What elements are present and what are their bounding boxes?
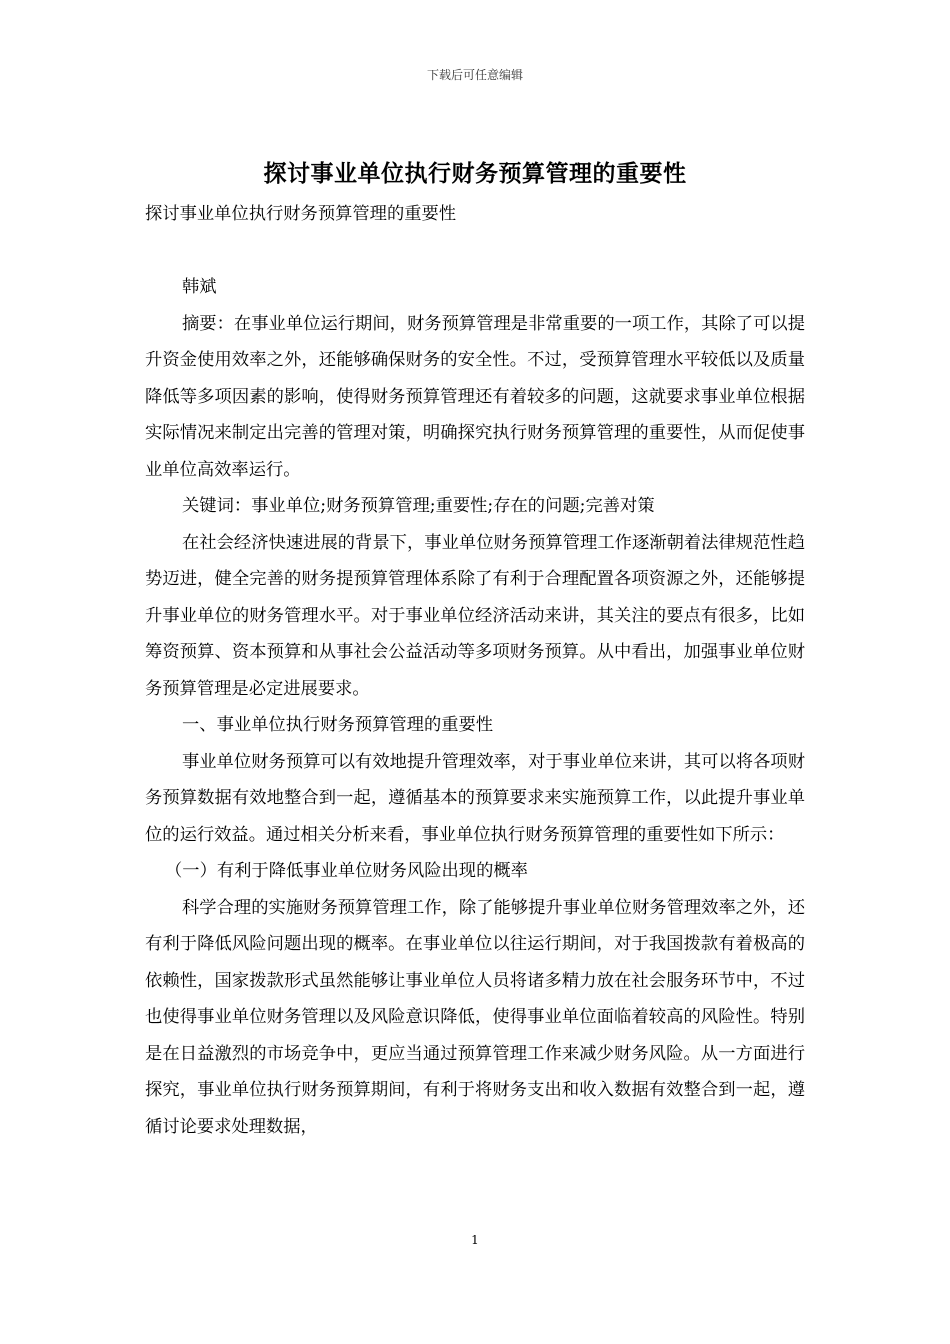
document-body xyxy=(145,196,805,1145)
blank-line xyxy=(145,233,805,270)
body-paragraph-2: 事业单位财务预算可以有效地提升管理效率，对于事业单位来讲，其可以将各项财务预算数据有效地整合到一起，遵循基本的预算要求来实施预算工作，以此提升事业单位的运行效益。通过相关分析来看，事业单位执行财务预算管理的重要性如下所示： xyxy=(145,751,805,845)
section-heading-1: 一、事业单位执行财务预算管理的重要性 xyxy=(182,715,494,735)
keywords-paragraph: 关键词：事业单位;财务预算管理;重要性;存在的问题;完善对策 xyxy=(182,496,655,516)
abstract-paragraph: 摘要：在事业单位运行期间，财务预算管理是非常重要的一项工作，其除了可以提升资金使用效率之外，还能够确保财务的安全性。不过，受预算管理水平较低以及质量降低等多项因素的影响，使得财务预算管理还有着较多的问题，这就要求事业单位根据实际情况来制定出完善的管理对策，明确探究执行财务预算管理的重要性，从而促使事业单位高效率运行。 xyxy=(145,313,805,480)
page-header: 下载后可任意编辑 xyxy=(426,68,523,82)
subsection-heading-1: （一）有利于降低事业单位财务风险出现的概率 xyxy=(165,861,528,881)
document-title: 探讨事业单位执行财务预算管理的重要性 xyxy=(263,160,687,187)
body-paragraph-3: 科学合理的实施财务预算管理工作，除了能够提升事业单位财务管理效率之外，还有利于降低风险问题出现的概率。在事业单位以往运行期间，对于我国拨款有着极高的依赖性，国家拨款形式虽然能够让事业单位人员将诸多精力放在社会服务环节中，不过也使得事业单位财务管理以及风险意识降低，使得事业单位面临着较高的风险性。特别是在日益激烈的市场竞争中，更应当通过预算管理工作来减少财务风险。从一方面进行探究，事业单位执行财务预算期间，有利于将财务支出和收入数据有效整合到一起，遵循讨论要求处理数据， xyxy=(145,897,805,1137)
subtitle: 探讨事业单位执行财务预算管理的重要性 xyxy=(145,204,457,224)
body-paragraph-1: 在社会经济快速进展的背景下，事业单位财务预算管理工作逐渐朝着法律规范性趋势迈进，健全完善的财务提预算管理体系除了有利于合理配置各项资源之外，还能够提升事业单位的财务管理水平。对于事业单位经济活动来讲，其关注的要点有很多，比如筹资预算、资本预算和从事社会公益活动等多项财务预算。从中看出，加强事业单位财务预算管理是必定进展要求。 xyxy=(145,532,805,699)
page-number: 1 xyxy=(471,1233,479,1247)
author: 韩斌 xyxy=(182,277,217,297)
